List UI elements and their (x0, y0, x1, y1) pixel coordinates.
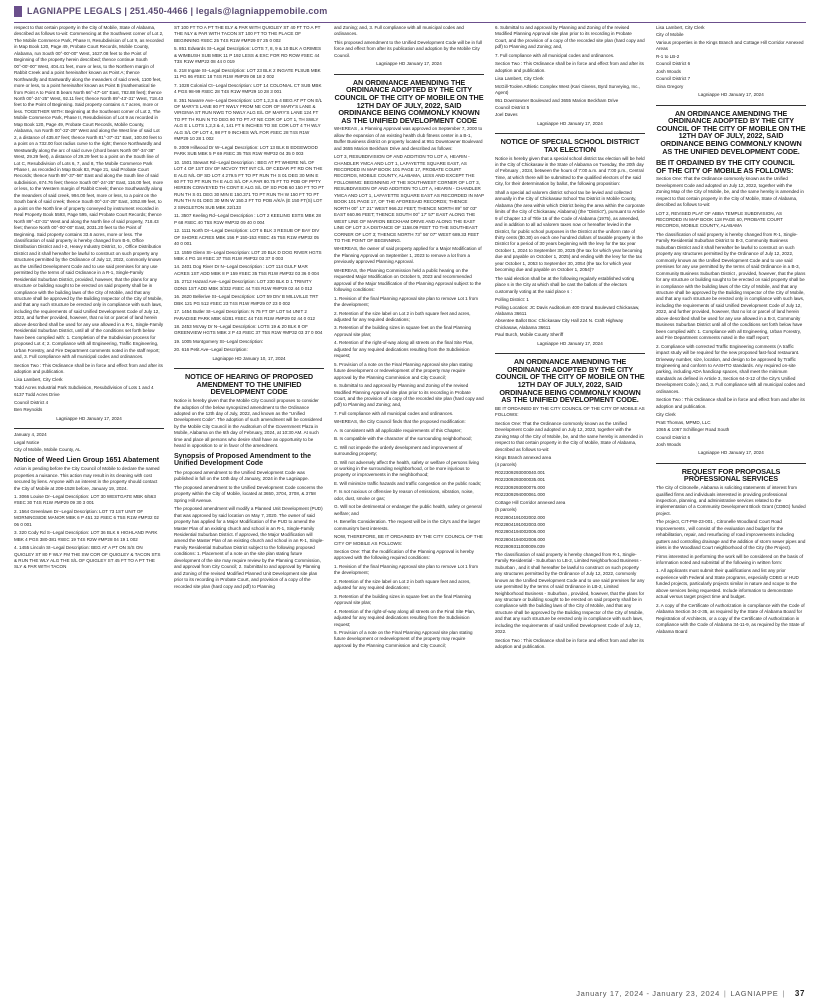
notice-paragraph: 1. 3066 Louise Dr--Legal Description: LOT 30 WESTGATE MBK 6/563 #SEC 30 T4S R1W #MP29 09 30 3 001 (14, 493, 156, 506)
notice-paragraph: 2. Compliance with corrected Traffic Engineering comments (A traffic impact study will be required for the new proposed fast-food restaurant. Driveway number, size, location, and design to be approved by Traffic Engineering and conform to AASHTO standards. Any required on-site parking, including ADA handicap spaces, shall meet the minimum standards as defined in Article 3, Section 64-3-12 of the City's Unified Development Code.); and, 3. Full compliance with all municipal codes and ordinances. (656, 343, 805, 394)
notice-paragraph: Section One: That the Ordinance commonly known as the Unified Development Code and adopted on July 12, 2022, together with the Zoning Map of the City of Mobile, be, and the same hereby is amended in respect to that certain property in the City of Mobile, State of Alabama, described as follows to-wit: (656, 176, 804, 208)
notice-line: R-1 to LB-2 (656, 53, 680, 59)
notice-paragraph: WHEREAS, the Planning Commission held a public hearing on the requested Major Modification on October 5, 2023 and recommended approval of the Major Modification of the Planning Approval subject to the following conditions: (334, 267, 482, 293)
notice-line: R022309293000035.001 (495, 477, 546, 483)
notice-line: Various properties in the Kings Branch and Cottage Hill Corridor Annexed Areas (656, 39, 804, 52)
notice-paragraph: The project, CIT-PW-23-001 , Citronelle Woodland Court Road Improvements , will consist of the evaluation and budget for the rehabilitation, repair, and resurfacing of road improvements including gutters and controlling drainage and the addition of storm sewer pipes and inlets in the Woodland Court neighborhood of the City (the Project). (656, 519, 806, 551)
notice-paragraph: The City of Citronelle, Alabama is soliciting statements of interest from qualified firms and individuals interested in providing professional inspection, planning, and administrative services related to the implementation of a Community Development Block Grant (CDBG) funded project. (656, 485, 806, 516)
notice-paragraph: A. Is consistent with all applicable requirements of this Chapter; (334, 427, 462, 433)
page-header (14, 0, 806, 22)
notice-paragraph: Section Two : This Ordinance shall be in force and effect from and after its adoption and publication. (495, 61, 644, 73)
header-separator: | (187, 6, 196, 16)
notice-line: R022309293000076.000 (495, 484, 546, 490)
notice-paragraph: 3. 320 Cody Rd S--Legal Description: LOT 36 BLK 6 HIGHLAND PARK MBK 4 PGS 380-381 #SEC 19 T4S R2W #MP28 04 19 1 002 (14, 530, 158, 542)
notice-paragraph: 4. 1455 Lincoln St--Legal Description: BEG AT A PT ON S/S ON QUIGLEY ST 80 F WLY FM THE SW COR OF QUIGLEY & TACON STS & RUN THE WLY ALG THE S/L OF QUIGLEY ST 45 FT TO A PT THE SLY & PAR WITH TACON (14, 545, 161, 570)
footer-separator: | (723, 988, 727, 998)
notice-paragraph: This proposed amendment to the Unified Development Code will be in full force and effect from after its publication and adoption by the Mobile City Council. (334, 39, 483, 58)
notice-paragraph: 3. Retention of the building sizes in square feet on the final Planning Approval site plan; (334, 593, 472, 606)
notice-line: Council District 7 (656, 76, 691, 82)
notice-paragraph: Action is pending before the City Council of Mobile to declare the named properties a nuisance. This action may result in its cleaning with cost secured by liens. Anyone with an interest in the property should contact the City of Mobile at 208-1528 before, January 19, 2024. (14, 466, 160, 491)
notice-paragraph: 6. 218 Ingate St--Legal Description: LOT 23 BLK 2 INGATE PLSUB MBK 11 PG 86 #SEC 18 T4S R1W #MP29 08 18 2 002 (174, 67, 321, 80)
notice-line: R022809311000009.039 (495, 544, 545, 550)
notice-paragraph: 2. A copy of the Certificate of Authorization in compliance with the Code of Alabama Section 34-2-35, as required by the State of Alabama Board for Registration of Architects, or a copy of the Certificate of Authorization in compliance with the Code of Alabama 34-11-9, as required by the State of Alabama Board (656, 602, 805, 634)
notice-line: Pratt Thomas, MPMD, LLC (656, 419, 711, 425)
notice-paragraph: 2. Retention of the size label on Lot 2 in both square feet and acres, adjusted for any required dedications; (334, 310, 471, 322)
notice-line: R022804191002002.000 (495, 514, 546, 520)
notice-paragraph: 16. 2620 Bellerive St--Legal Description: LOT 59 DIV B MILLVILLE TRT DBK 121 PG 512 #SEC 23 T4S R1W #MP29 07 23 0 002 (174, 294, 319, 306)
footer-separator: | (782, 988, 785, 998)
column-3 (334, 25, 484, 983)
publication-line: Lagniappe HD January 17, 2024 (56, 415, 122, 421)
notice-line: Todd Acres Industrial Park Subdivision, Resubdivision of Lots 1 and 4 (14, 384, 154, 390)
notice-paragraph: 19. 1005 Montgomery St--Legal Description: (174, 338, 264, 344)
notice-paragraph: 7. Full compliance with all municipal codes and ordinances. (334, 410, 454, 416)
notice-line: 951 Downtowner Boulevard and 3655 Marion Beckham Drive (495, 97, 619, 103)
notice-paragraph: 20. 616 Petit Ave--Legal Description: (174, 347, 248, 353)
notice-paragraph: 18. 2453 McVay Dr N--Legal Description: LOTS 19 & 20 BLK 8 OF GREENVIEW HGTS MBK 2 P 43 #SEC 37 T5S R1W #MP32 03 37 0 004 (174, 324, 323, 336)
notice-paragraph: Section Two : This Ordinance shall be in force and effect from and after its adoption and publication. (14, 362, 163, 375)
header-separator: | (121, 6, 130, 16)
notice-paragraph: 5. Provision of a note on the Final Planning Approval site plan stating future development or redevelopment of the property may require approval by the Planning Commission and City Council; (334, 361, 473, 380)
notice-line: January 4, 2024 (14, 432, 47, 438)
notice-line: Absentee Ballot Box: Chickasaw City Hall 224 N. Craft Highway Chickasaw, Alabama 36611 (495, 318, 624, 330)
notice-paragraph: 4. Retention of the right-of-way along all streets on the Final Site Plan, adjusted for any required dedications resulting from the Subdivision request; (334, 608, 476, 627)
notice-paragraph: Notice is hereby given that the Mobile City Council proposes to consider the adoption of the below synopsized amendment to the Ordinance adopted on the 12th day of July, 2022, and known as the "Unified Development Code". The adoption of such amendment will be considered by the Mobile City Council in the Auditorium of the Government Plaza in Mobile, Alabama on the 6th day of February, 2024, at 10:30 AM. At such time and place all persons who desire shall have an opportunity to be heard in opposition to or in favor of the amendment. (174, 398, 323, 449)
notice-line: 1065 & 1067 Schillinger Road South (656, 427, 730, 433)
notice-line: Josh Woods (656, 441, 681, 447)
notice-line: Josh Woods (656, 68, 681, 74)
notice-paragraph: 11. 3507 Keeling Rd--Legal Description : LOT 2 KEELING ESTS MBK 28 P 68 #SEC 40 T5S R1W #MP32 09 40 0 004 (174, 213, 321, 225)
notice-paragraph: LOT 2, REVISED PLAT OF ABBA TEMPLE SUBDIVISION, AS RECORDED IN MAP BOOK 118 PAGE 60, PROBATE COURT RECORDS, MOBILE COUNTY, ALABAMA (656, 210, 783, 229)
notice-paragraph: D. Will not adversely affect the health, safety or welfare of persons living or working in the surrounding neighborhood, or be more injurious to property or improvements in the neighborhood; (334, 459, 479, 478)
notice-line: R022309293000040.001 (495, 469, 546, 475)
notice-paragraph: Section Two : This Ordinance shall be in force and effect from and after its adoption and publication. (656, 397, 805, 409)
notice-paragraph: LOT 3, RESUBDIVISION OF AND ADDITION TO LOT A, HEARIN - CHANDLER YMCA AND LOT 1, LAFAYETTE SQUARE EAST, AS RECORDED IN MAP BOOK 101 PAGE 17, PROBATE COURT RECORDS, MOBILE COUNTY, ALABAMA, LESS AND EXCEPT THE FOLLOWING: BEGINNING AT THE SOUTHWEST CORNER OF LOT 3, RESUBDIVISION OF AND ADDITION TO LOT A, HEARIN - CHANDLER YMCA AND LOT 1, LAFAYETTE SQUARE EAST AS RECORDED IN MAP BOOK 101 PAGE 17, OF THE AFORESAID RECORDS; THENCE NORTH 00° 17' 21" WEST 966.22 FEET; THENCE NORTH 89° 50' 03" EAST 660.96 FEET; THENCE SOUTH 00° 17' 57" EAST ALONG THE WEST LINE OF MARION BECKHAM DRIVE AND ALONG THE EAST LINE OF LOT 3 A DISTANCE OF 1158.09 FEET TO THE SOUTHEAST CORNER OF LOT 3; THENCE NORTH 73° 56' 07" WEST 689.33 FEET TO THE POINT OF BEGINNING. (334, 154, 484, 243)
notice-divider (334, 74, 484, 75)
publication-line: Lagniappe HD January 17, 2024 (698, 450, 764, 456)
notice-paragraph: 12. 1111 North Dr--Legal Description: LOT 6 BLK 3 RESUB OF BAY DIV OF SHORE ACRES MBK 156 P 150-153 #SEC 45 T5S R1W #MP32 05 40 0 001 (174, 228, 320, 247)
notice-subheading: Notice of Weed Lien Group 1651 Abatement (14, 456, 160, 464)
column-2 (174, 25, 324, 983)
notice-paragraph: 10. 1501 Stewart Rd--Legal Description : BEG AT PT WHERE N/L OF LOT 4 OF 1ST DIV OF MCVOY TRT INT C/L OF CEDAR PT RD ON THE E ALG N/L OF SD LOT 4 279.5 FT TO PT RUN TH S 01 DEG 30 MIN E 60 FT TO PT RUN TH E ALG S/L OF A PAR 80.75 FT TO POB OF PPTY HEREIN CONVEYED TH CONT E ALG S/L OF SD POB 60 150 FT TO PT RUN TH S 01 DEG 30 MIN E 150.371 TO PT RUN TH W 150 FT TO PT RUN TH N 01 DEG 30 MIN W 150.3 FT TO POB A/K/A (E 150 FT(S) LOT 2 SINGLETON SUB MBK 22/133 (174, 159, 324, 210)
column-1 (14, 25, 164, 983)
notice-paragraph: and Zoning; and, 3. Full compliance with all municipal codes and ordinances. (334, 25, 464, 37)
notice-line: (4 parcels) (495, 462, 517, 468)
notice-paragraph: 1. All applicants must submit their qualifications and list any prior experience with Federal and State programs, especially CDBG or HUD funded projects, particularly projects similar in nature and scope to the above services being requested. Include information to demonstrate actual versus target project time and budget. (656, 568, 799, 600)
notice-paragraph: Section One: That the Ordinance commonly known as the Unified Development Code and adopted on July 12, 2022, together with the Zoning Map of the City of Mobile, be, and the same hereby is amended in respect to that certain property in the City of Mobile, State of Alabama, described as follows to-wit: (495, 420, 643, 452)
notice-line: Lisa Lambert, City Clerk (14, 377, 63, 383)
header-rule (14, 22, 806, 23)
notice-line: City of Mobile, Mobile County, AL (14, 447, 81, 453)
notice-line: City Clerk (656, 412, 676, 418)
notice-paragraph: NOW, THEREFORE, BE IT ORDAINED BY THE CITY COUNCIL OF THE CITY OF MOBILE AS FOLLOWS: (334, 534, 483, 546)
notice-paragraph: BE IT ORDAINED BY THE CITY COUNCIL OF THE CITY OF MOBILE AS FOLLOWS: (495, 405, 645, 418)
notice-paragraph: 6. Submittal to and approval by Planning and Zoning of the revised Modified Planning Approval site plan prior to its recording in Probate Court, and the provision of a copy of the recorded site plan (hard copy and pdf) to Planning and Zoning; and, (495, 25, 645, 50)
notice-paragraph: C. Will not impede the orderly development and improvement of surrounding property; (334, 444, 463, 457)
notice-line: Polling Location: JC Davis Auditorium 400 Grand Boulevard Chickasaw, Alabama 36611 (495, 304, 640, 316)
notice-paragraph: The proposed amendment to the Unified Development Code was published in full on the 10th day of January, 2024 in the Lagniappe. (174, 469, 309, 482)
notice-paragraph: Shall a special ad valorem district school tax be levied and collected annually in the City of Chickasaw School Tax District in Mobile County, Alabama (the area within which District being the area within the corporate limits of the City of Chickasaw, Alabama) (the "District"), pursuant to Article 9 of Chapter 13 of Title 16 of the Code of Alabama (1975), as amended, and in addition to all ad valorem taxes now or hereafter levied in the District, for public school purposes in the District at the uniform rate of thirty cents ($0.30) on each one hundred dollars of taxable property in the District for a period of 30 years beginning with the levy for the tax year October 1, 2024 to September 30, 2025 (the tax for which year becoming due and payable on October 1, 2025) and ending with the levy for the tax year October 1, 2053 to September 30, 2054 (the tax for which year becoming due and payable on October 1, 2054)? (495, 189, 645, 273)
notice-heading: BE IT ORDAINED BY THE CITY COUNCIL OF THE CITY OF MOBILE AS FOLLOWS: (656, 158, 795, 175)
notice-line: R022804194002008.000 (495, 536, 546, 542)
notice-paragraph: WHEREAS, the City Council finds that the proposed modification: (334, 419, 466, 425)
notice-heading: NOTICE OF HEARING OF PROPOSED AMENDMENT TO THE UNIFIED DEVELOPMENT CODE (184, 372, 314, 397)
footer-dates: January 17, 2024 - January 23, 2024 (576, 988, 720, 998)
column-4 (495, 25, 645, 983)
notice-line: (5 parcels) (495, 507, 517, 513)
notice-paragraph: The proposed amendment to the Unified Development Code concerns the property within the City of Mobile, located at 3650, 3704, 3708, & 3758 Spring Hill Avenue. (174, 484, 323, 503)
notice-paragraph: 7. 1028 Colonial Ct--Legal Description: LOT 14 COLONIAL CT SUB MBK 4 PGS 98-99 #SEC 28 T4S R1W #MP29 10 28 3 001 (174, 82, 322, 95)
notice-paragraph: WHEREAS , a Planning Approval was approved on September 7, 2000 to allow the expansion of an existing health club fitness center in a B-1, Buffer Business district on property located at 951 Downtowner Boulevard and 3655 Marion Beckham Drive and described as follows: (334, 126, 483, 151)
notice-line: Legal Notice (14, 439, 40, 445)
notice-divider (656, 105, 806, 106)
notice-paragraph: respect to that certain property in the City of Mobile, State of Alabama, described as follows to-wit: Commencing at the Southwest corner of Lot 2, The Mobile Commerce Park, Phase II, Resubdivision of Lot 9, as recorded in Map Book 120, Page 49, Probate Court Records, Mobile County, Alabama, run South 00°-00'-00" West, 1627.08 feet to the Point of Beginning of the property herein described; thence continue South 00°-00'-00" West, 404.41 feet, more or less, to the Northern margin of Rabbit Creek and a point hereinafter known as Point A; thence Northwardly and Eastwardly along the meanders of said creek, 1100 feet, more or less, to a point hereinafter known as Point B (mathematical tie from Point A to Point B bears North 66°-47'-16" East, 782.88 feet); thence North 00°-24'-25" West, 92.11 feet; thence North 89°-43'-31" West, 718.43 feet to the Point of Beginning. Said property contains 4.7 acres, more or less. TOGETHER WITH: Beginning at the Southeast corner of Lot 2, The Mobile Commerce Park, Phase II, Resubdivision of Lot 9 as recorded in Map Book 120, Page 49, Probate Court Records, Mobile County, Alabama, run North 00°-22'-29" West and along the West line of said Lot 2, a distance of 435.67 feet; thence North 81°-37'-31" East, 100.00 feet to a point on a 732.00 foot radius curve to the right; thence Northwardly and Westwardly along the arc of said curve (chord bears North 09°-34'-38" West, 29.29 feet), a distance of 29.29 feet to a point on the South line of Lot C, Resubdivision of Lots 6, 7, and 8, The Mobile Commerce Park Phase I, as recorded in Map Book 83, Page 21, said Probate Court Records; thence North 89°-37'-56" East and along the South line of said subdivision, 674.76 feet; thence South 00°-24'-25" East, 116.00 feet, more or less, to the Western margin of Rabbit Creek; thence Southwardly along the meanders of said creek, 994.00 feet, more or less, to a point on the South bank of said creek; thence South 00°-24'-25" East, 1052.89 feet, to a point on the North line of property conveyed by instrument recorded in Real Property Book 5593, Page 595, said Probate Court Records; thence North 89°-43'-31" West and along the North line of said property, 718.43 feet; thence North 00°-00'-00" East, 2031.20 feet to the Point of Beginning. Said property contains 33.6 acres, more or less. The classification of said property is hereby changed from B-5, Office Distribution District and I-2, Heavy Industry District, to , Office Distribution District and it shall hereafter be lawful to construct on such property any structures permitted by the Ordinance of July 12, 2022, commonly known as the Unified Development Code and to use said premises for any use permitted by the terms of said Ordinance in a R-1, Single-Family Residential Suburban District, provided, however, that the plans for any structure or building sought to be erected on said property shall be in compliance with the building laws of the City of Mobile, and that any structure shall be approved by the Building Inspector of the City of Mobile, and that any such structure be erected only in compliance with such laws, including the requirements of said Unified Development Code of July 12, 2022, and further provided, however, that no lot or parcel of land herein above described shall be used for any use allowed in a R-1, Single-Family Residential Suburban District, until all of the conditions set forth below have been complied with: 1. Completion of the Subdivision process for proposed Lot 4; 2. Compliance with all Engineering, Traffic Engineering, Urban Forestry, and Fire Department comments noted in the staff report; and, 3. Full compliance with all municipal codes and ordinances. (14, 25, 164, 360)
notice-line: Lisa Lambert, City Clerk (495, 76, 544, 82)
notice-paragraph: The proposed amendment will modify a Planned Unit Development (PUD) that was approved by said location on May 7, 2020. The owner of said property has applied for a Major Modification of the PUD to amend the Master Plan of an existing church and school in an R-1, Single-Family Residential Suburban District. If approved, the Major Modification will amend the Master Plan of an existing church and school in an R-1, Single-Family Residential Suburban District subject to the following proposed conditions: 1. Placement of a note on the site plan stating future development of the site may require review by the Planning Commission, and approval from City Council; 2. Submittal to and approval by Planning and Zoning of the revised Modified Planned Unit Development site plan prior to its recording in Probate Court, and provision of a copy of the recorded site plan (hard copy and pdf) to Planning (174, 506, 324, 589)
notice-line: Council District 4 (14, 399, 49, 405)
notice-paragraph: 2. 1564 Greenlawn Dr--Legal Description: LOT 73 1ST UNIT OF MORNINGSIDE MANOR MBK 6 P 451 32 #SEC 6 T5S R1W #MP32 02 06 0 001 (14, 508, 159, 527)
notice-heading: REQUEST FOR PROPOSALS PROFESSIONAL SERVICES (681, 466, 781, 484)
notice-paragraph: 9. 2009 Hillwood Dr W--Legal Description: LOT 13 BLK B EDGEWOOD PARK SUB MBK 5 P 69 #SEC 35 T5S R1W #MP32 04 35 0 003 (174, 144, 318, 157)
notice-paragraph: 7. Full compliance with all municipal codes and ordinances. (495, 52, 615, 58)
notice-paragraph: 5. Provision of a note on the Final Planning Approval site plan stating future development or redevelopment of the property may require approval by the Planning Commission and City Council; (334, 630, 473, 648)
notice-line: Cottage Hill Corridor annexed area (495, 499, 566, 505)
notice-line: Joel Daves (495, 112, 518, 118)
notice-paragraph: Section One: That the modification of the Planning Approval is hereby approved with the following required conditions: (334, 549, 474, 561)
notice-paragraph: 6. Submittal to and approval by Planning and Zoning of the revised Modified Planning Approval site plan prior to its recording in Probate Court, and the provision of a copy of the recorded site plan (hard copy and pdf) to Planning and Zoning; and, (334, 383, 484, 408)
notice-paragraph: Notice is hereby given that a special school district tax election will be held in the City of Chickasaw in the State of Alabama on Tuesday, the 20th day of February , 2024, between the hours of 7:00 a.m. and 7:00 p.m., Central Time, at which there will be submitted to the qualified electors of the said City, for their determination by ballot, the following proposition: (495, 155, 645, 187)
notice-line: R022309294000061.000 (495, 492, 546, 498)
page-number: 37 (794, 988, 805, 998)
notice-divider (495, 133, 645, 134)
notice-paragraph: 17. 1454 Butler St--Legal Description: N 75 FT OF LOT 54 UNIT 2 PARADISE PARK MBK 6/281 #SEC 44 T4S R1W #MP29 02 44 0 012 (174, 309, 316, 321)
notice-paragraph: 3. Retention of the building sizes in square feet on the final Planning Approval site plan; (334, 325, 472, 337)
notice-paragraph: H. Benefits Consideration. The request will be in the City's and the larger community's best interests. (334, 519, 481, 531)
notice-divider (14, 428, 164, 429)
notice-line: Kings Branch annexed area (495, 454, 552, 460)
notice-paragraph: The classification of said property is hereby changed from R-1, Single-Family Residential - Suburban to LB-2, Limited Neighborhood Business - Suburban , and it shall hereafter be lawful to construct on such property any structures permitted by the Ordinance of July 12, 2022, commonly known as the Unified Development Code and to use said premises for any use permitted by the terms of said Ordinance in LB-2, Limited Neighborhood Business - Suburban , provided, however, that the plans for any structure or building sought to be erected on said property shall be in compliance with the building laws of the City of Mobile, and that any structure shall be approved by the Building Inspector of the City of Mobile, and that any such structure be erected only in compliance with such laws, including the requirements of said Unified Development Code of July 12, 2022. (495, 551, 645, 635)
notice-line: Council District 6 (656, 61, 691, 67)
notice-paragraph: The said election shall be at the following regularly established voting place s in the City at which shall be cast the ballots of the electors customarily voting at the said place s : (495, 275, 635, 294)
notice-paragraph: Firms interested in performing the work will be considered on the basis of information noted and submittal of the following in written form: (656, 553, 804, 566)
notice-divider (656, 463, 806, 464)
page-footer (576, 986, 805, 1000)
notice-line: Paul Burch, Mobile County Sheriff (495, 332, 564, 338)
notice-paragraph: 14. 2401 Dog River Dr N--Legal Description : LOT 114 GULF MAR ACRES 1ST ADD MBK 8 P 159 #SEC 35 T5S R1W #MP32 03 36 0 004 (174, 264, 320, 276)
notice-line: Polling District: 1 (495, 297, 529, 303)
notice-line: R022804194002006.000 (495, 529, 546, 535)
legal-notices-columns (14, 25, 806, 983)
publication-line: Lagniappe HD January 17, 2024 (537, 340, 603, 346)
notice-paragraph: E. Will minimize traffic hazards and traffic congestion on the public roads; (334, 480, 482, 486)
notice-paragraph: 13. 1559 Glenn St--Legal Description: LOT 20 BLK D DOG RIVER HGTS MBK 4 PG 18 #SEC 37 T5S R1W #MP32 03 37 0 003 (174, 249, 322, 261)
notice-line: Council District 5 (495, 104, 530, 110)
publication-line: Lagniappe HD January 10, 17, 2024 (212, 355, 286, 361)
column-5 (656, 25, 806, 983)
notice-paragraph: 15. 2712 Hazard Ave--Legal Description: LOT 230 BLK D 1 TRINITY GDNS 1ST ADD MBK 3/332 #SEC 44 T4S R1W #MP29 02 44 0 012 (174, 279, 313, 291)
notice-line: 6137 Todd Acres Drive (14, 392, 60, 398)
notice-heading: AN ORDINANCE AMENDING THE ORDINANCE ADOPTED BY THE CITY COUNCIL OF THE CITY OF MOBILE ON THE 12TH DAY OF JULY, 2022, SAID ORDINANCE BEING COMMONLY KNOWN AS THE UNIFIED DEVELOPMENT CODE. (656, 108, 806, 156)
notice-paragraph: 1. Revision of the final Planning Approval site plan to remove Lot 1 from the development; (334, 295, 479, 308)
footer-brand: LAGNIAPPE (730, 988, 779, 998)
header-phone: 251.450-4466 (129, 6, 188, 16)
section-marker-icon (14, 6, 22, 17)
notice-heading: AN ORDINANCE AMENDING THE ORDINANCE ADOPTED BY THE CITY COUNCIL OF THE CITY OF MOBILE ON THE 12TH DAY OF JULY, 2022, SAID ORDINANCE BEING COMMONLY KNOWN AS THE UNIFIED DEVELOPMENT CODE. (495, 357, 645, 405)
header-section-label: LAGNIAPPE LEGALS (27, 6, 122, 16)
notice-heading: NOTICE OF SPECIAL SCHOOL DISTRICT TAX ELECTION (500, 137, 640, 154)
notice-line: McGill-Toolen Athletic Complex West (Kari Givens, Byrd Surveying, Inc., Agent) (495, 83, 640, 96)
notice-paragraph: WHEREAS, the owner of said property applied for a Major Modification of the Planning Approval on September 1, 2023 to remove a lot from a previously approved Planning Approval. (334, 246, 482, 265)
header-email[interactable]: legals@lagniappemobile.com (195, 6, 328, 16)
notice-line: Council District 6 (656, 434, 691, 440)
notice-paragraph: B. Is compatible with the character of the surrounding neighborhood; (334, 436, 472, 442)
publication-line: Lagniappe HD January 17, 2024 (376, 61, 442, 67)
notice-paragraph: ST 100 FT TO A PT THE ELY & PAR WITH QUIGLEY ST 40 FT TO A PT THE NLY & PAR WITH TACON ST 100 FT TO THE PLACE OF BEGINNING #SEC 25 T4S R1W #MP29 07 25 0 002 (174, 25, 321, 43)
notice-line: R022804191002003.000 (495, 522, 546, 528)
notice-paragraph: 1. Revision of the final Planning Approval site plan to remove Lot 1 from the development; (334, 563, 479, 576)
notice-line: Ben Reynolds (14, 407, 43, 413)
notice-paragraph: 8. 351 Navarre Ave--Legal Description: LOT 1,2,3 & 4 BEG AT PT ON E/L OF MARY'S LANE 80 FT NWLY FROM NE COR OF MARY'S LANE & VIRGINIA ST RUN NWG TO NWLY ALG E/L OF MARY'S LANE 124 FT TO PT TH RUN N TO DEG 90 TO PT AT NE COR OF LOT 1, TH SWLY ALG E L LOTS 1,2,3 & 4, 141 FT 6 INCHES TO SE COR LOT 4 TH WLY ALG S/L OF LOT 4, 98 FT 9 INCHES W/L FOR #SEC 28 T4S R1W #MP29 10 28 1 002 (174, 97, 323, 142)
notice-divider (495, 353, 645, 354)
publication-line: Lagniappe HD January 17, 2024 (537, 120, 603, 126)
notice-line: Lisa Lambert, City Clerk (656, 25, 705, 30)
notice-paragraph: Section Two : This Ordinance shall be in force and effect from and after its adoption and publication. (495, 637, 644, 650)
publication-line: Lagniappe HD January 17, 2024 (698, 92, 764, 98)
notice-paragraph: 4. Retention of the right-of-way along all streets on the final Site Plan, adjusted for any required dedications resulting from the Subdivision request; (334, 340, 474, 359)
notice-divider (174, 368, 324, 369)
notice-paragraph: G. Will not be detrimental or endanger the public health, safety or general welfare; and (334, 504, 482, 516)
notice-heading: AN ORDINANCE AMENDING THE ORDINANCE ADOPTED BY THE CITY COUNCIL OF THE CITY OF MOBILE ON THE 12TH DAY OF JULY, 2022, SAID ORDINANCE BEING COMMONLY KNOWN AS THE UNIFIED DEVELOPMENT CODE (334, 77, 484, 125)
notice-paragraph: 2. Retention of the size label on Lot 2 in both square feet and acres, adjusted for any required dedications; (334, 578, 471, 591)
notice-paragraph: F. Is not noxious or offensive by reason of emissions, vibration, noise, odor, dust, smoke or gas; (334, 489, 474, 501)
notice-subheading: Synopsis of Proposed Amendment to the Unified Development Code (174, 452, 312, 468)
notice-paragraph: 5. 851 Edwards St--Legal Description: LOTS 7, 8, 9 & 10 BLK A GRIMES & WIMBUSH SUB MBK 11 P 192 LESS & EXC FOR RD ROW #SEC 44 T3S R1W #MP22 08 44 0 019 (174, 46, 322, 65)
notice-paragraph: The classification of said property is hereby changed from R-1, Single-Family Residential Suburban District to B-3, Community Business Suburban District and it shall hereafter be lawful to construct on such property any structures permitted by the Ordinance of July 12, 2022, commonly known as the Unified Development Code and to use said premises for any use permitted by the terms of said Ordinance in a B-3, Community Business Suburban District , provided, however, that the plans for any structure or building sought to be erected on said property shall be in compliance with the building laws of the City of Mobile, and that any structure shall be approved by the Building Inspector of the City of Mobile, and that any such structure be erected only in compliance with such laws, including the requirements of said Unified Development Code of July 12, 2022, and further provided, however, that no lot or parcel of land herein above described shall be used for any use allowed in a B-3, Community Business Suburban District until all of the conditions set forth below have been complied with: 1. Compliance with all Engineering, Urban Forestry, and Fire Department comments noted in the staff report; (656, 231, 806, 341)
notice-line: Gina Gregory (656, 83, 684, 89)
notice-line: City of Mobile (656, 32, 684, 38)
